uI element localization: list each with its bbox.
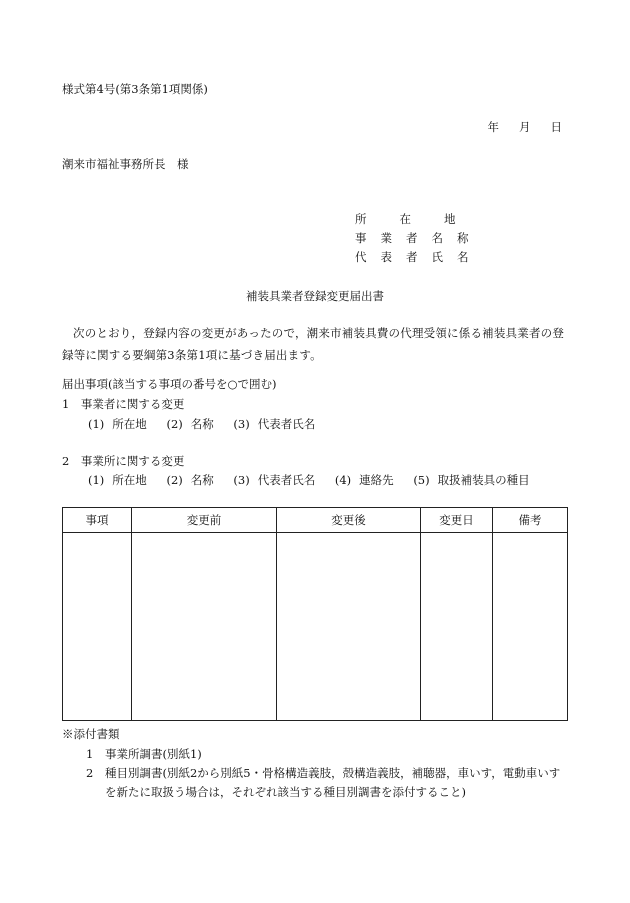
column-header-remarks: 備考 — [493, 508, 568, 533]
table-header-row — [63, 508, 568, 533]
date-day: 日 — [550, 120, 562, 134]
date-month: 月 — [519, 120, 531, 134]
option-item[interactable]: (1) 所在地 — [88, 473, 147, 487]
cell-item[interactable] — [63, 533, 132, 721]
list-item: 2 種目別調書(別紙2から別紙5・骨格構造義肢，殻構造義肢，補聴器，車いす，電動車いすを新たに取扱う場合は，それぞれ該当する種目別調書を添付すること) — [86, 766, 561, 799]
notification-items-heading: 届出事項(該当する事項の番号を○で囲む) — [62, 377, 277, 391]
option-item[interactable]: (1) 所在地 — [88, 417, 147, 431]
option-item[interactable]: (2) 名称 — [166, 417, 214, 431]
category-2-options — [88, 473, 530, 487]
addressee: 潮来市福祉事務所長 様 — [62, 157, 189, 171]
sender-block — [355, 212, 469, 269]
document-title: 補装具業者登録変更届出書 — [246, 289, 384, 303]
cell-after[interactable] — [277, 533, 421, 721]
category-1-label: 1 事業者に関する変更 — [62, 397, 185, 411]
column-header-change-date: 変更日 — [421, 508, 493, 533]
table-row — [63, 533, 568, 721]
form-number: 様式第4号(第3条第1項関係) — [62, 82, 208, 96]
cell-remarks[interactable] — [493, 533, 568, 721]
option-item[interactable]: (3) 代表者氏名 — [233, 473, 316, 487]
option-item[interactable]: (4) 連絡先 — [334, 473, 394, 487]
attachments-heading: ※添付書類 — [62, 727, 120, 741]
column-header-item: 事項 — [63, 508, 132, 533]
sender-representative-label: 代 表 者 氏 名 — [355, 250, 469, 264]
column-header-before: 変更前 — [132, 508, 277, 533]
body-paragraph: 次のとおり，登録内容の変更があったので，潮来市補装具費の代理受領に係る補装具業者の登録等に関する要綱第3条第1項に基づき届出ます。 — [62, 326, 565, 362]
option-item[interactable]: (2) 名称 — [166, 473, 214, 487]
option-item[interactable]: (5) 取扱補装具の種目 — [413, 473, 530, 487]
option-item[interactable]: (3) 代表者氏名 — [233, 417, 316, 431]
cell-before[interactable] — [132, 533, 277, 721]
sender-location-label: 所 在 地 — [355, 212, 456, 226]
sender-business-name-label: 事 業 者 名 称 — [355, 231, 469, 245]
category-1-options — [88, 417, 331, 431]
category-2-label: 2 事業所に関する変更 — [62, 454, 185, 468]
date-year: 年 — [487, 120, 499, 134]
column-header-after: 変更後 — [277, 508, 421, 533]
cell-change-date[interactable] — [421, 533, 493, 721]
date-line — [488, 120, 563, 134]
changes-table — [62, 507, 568, 721]
attachments-list — [86, 745, 565, 802]
list-item: 1 事業所調書(別紙1) — [86, 747, 202, 761]
